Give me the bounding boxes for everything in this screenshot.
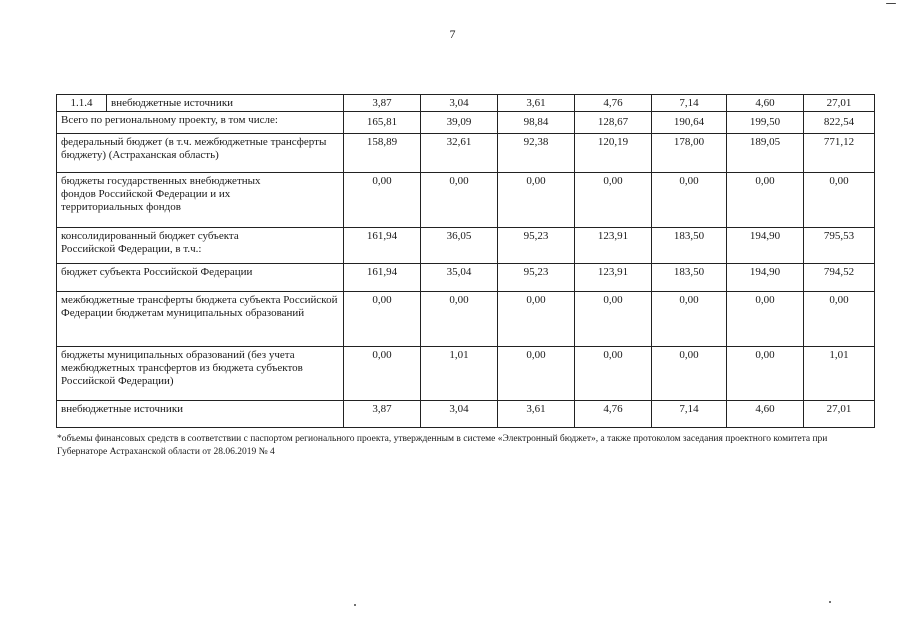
value-cell: 0,00 — [652, 292, 727, 347]
row-label: внебюджетные источники — [57, 401, 344, 428]
value-cell: 183,50 — [652, 228, 727, 264]
value-cell: 0,00 — [727, 292, 804, 347]
value-cell: 199,50 — [727, 112, 804, 134]
value-cell: 4,60 — [727, 401, 804, 428]
row-code: 1.1.4 — [57, 95, 107, 112]
row-label: федеральный бюджет (в т.ч. межбюджетные трансферты бюджету) (Астраханская область) — [57, 134, 344, 173]
value-cell: 0,00 — [652, 173, 727, 228]
scan-speck — [886, 3, 896, 4]
value-cell: 7,14 — [652, 401, 727, 428]
value-cell: 4,76 — [575, 95, 652, 112]
value-cell: 92,38 — [498, 134, 575, 173]
value-cell: 183,50 — [652, 264, 727, 292]
table-row-federal — [57, 134, 875, 173]
table-row-intergovernmental-transfers — [57, 292, 875, 347]
total-cell: 771,12 — [804, 134, 875, 173]
row-label: межбюджетные трансферты бюджета субъекта Российской Федерации бюджетам муниципальных образований — [57, 292, 344, 347]
table-row-consolidated — [57, 228, 875, 264]
value-cell: 123,91 — [575, 264, 652, 292]
row-label: бюджеты муниципальных образований (без учета межбюджетных трансфертов из бюджета субъектов Российской Федерации) — [57, 347, 344, 401]
value-cell: 39,09 — [421, 112, 498, 134]
budget-table — [56, 94, 875, 428]
value-cell: 0,00 — [344, 347, 421, 401]
value-cell: 36,05 — [421, 228, 498, 264]
value-cell: 189,05 — [727, 134, 804, 173]
total-cell: 795,53 — [804, 228, 875, 264]
scan-speck — [354, 604, 356, 606]
row-label — [57, 173, 344, 228]
value-cell: 95,23 — [498, 228, 575, 264]
value-cell: 7,14 — [652, 95, 727, 112]
value-cell: 3,04 — [421, 401, 498, 428]
value-cell: 0,00 — [344, 292, 421, 347]
value-cell: 35,04 — [421, 264, 498, 292]
value-cell: 0,00 — [575, 173, 652, 228]
value-cell: 32,61 — [421, 134, 498, 173]
value-cell: 0,00 — [727, 347, 804, 401]
table-row-municipal-budgets — [57, 347, 875, 401]
value-cell: 194,90 — [727, 264, 804, 292]
value-cell: 161,94 — [344, 264, 421, 292]
scan-speck — [829, 601, 831, 603]
value-cell: 120,19 — [575, 134, 652, 173]
total-cell: 822,54 — [804, 112, 875, 134]
row-label-text: консолидированный бюджет субъекта Российской Федерации, в т.ч.: — [61, 230, 239, 255]
row-label: бюджет субъекта Российской Федерации — [57, 264, 344, 292]
value-cell: 161,94 — [344, 228, 421, 264]
value-cell: 4,60 — [727, 95, 804, 112]
table-row-total — [57, 112, 875, 134]
value-cell: 190,64 — [652, 112, 727, 134]
value-cell: 1,01 — [421, 347, 498, 401]
value-cell: 4,76 — [575, 401, 652, 428]
value-cell: 3,61 — [498, 401, 575, 428]
value-cell: 0,00 — [727, 173, 804, 228]
total-cell: 794,52 — [804, 264, 875, 292]
row-label: внебюджетные источники — [107, 95, 344, 112]
total-cell: 1,01 — [804, 347, 875, 401]
value-cell: 0,00 — [575, 347, 652, 401]
table-row-1-1-4 — [57, 95, 875, 112]
value-cell: 0,00 — [344, 173, 421, 228]
value-cell: 3,61 — [498, 95, 575, 112]
value-cell: 178,00 — [652, 134, 727, 173]
row-label: Всего по региональному проекту, в том числе: — [57, 112, 344, 134]
footnote: *объемы финансовых средств в соответствии с паспортом регионального проекта, утвержденным в системе «Электронный бюджет», а также протоколом заседания проектного комитета при Губернаторе Астраханской области от 28.06.2019 № 4 — [57, 434, 828, 457]
value-cell: 3,87 — [344, 401, 421, 428]
value-cell: 128,67 — [575, 112, 652, 134]
value-cell: 0,00 — [575, 292, 652, 347]
table-row-regional-budget — [57, 264, 875, 292]
value-cell: 165,81 — [344, 112, 421, 134]
total-cell: 0,00 — [804, 173, 875, 228]
value-cell: 3,04 — [421, 95, 498, 112]
total-cell: 27,01 — [804, 401, 875, 428]
value-cell: 3,87 — [344, 95, 421, 112]
page-number: 7 — [449, 27, 456, 41]
value-cell: 0,00 — [421, 292, 498, 347]
value-cell: 158,89 — [344, 134, 421, 173]
total-cell: 0,00 — [804, 292, 875, 347]
value-cell: 95,23 — [498, 264, 575, 292]
value-cell: 0,00 — [652, 347, 727, 401]
value-cell: 0,00 — [498, 347, 575, 401]
row-label-text: бюджеты государственных внебюджетных фондов Российской Федерации и их территориальных фондов — [61, 175, 261, 213]
value-cell: 0,00 — [498, 173, 575, 228]
value-cell: 194,90 — [727, 228, 804, 264]
total-cell: 27,01 — [804, 95, 875, 112]
row-label — [57, 228, 344, 264]
table-row-extrabudgetary — [57, 401, 875, 428]
table-row-state-funds — [57, 173, 875, 228]
value-cell: 123,91 — [575, 228, 652, 264]
value-cell: 0,00 — [421, 173, 498, 228]
value-cell: 98,84 — [498, 112, 575, 134]
value-cell: 0,00 — [498, 292, 575, 347]
